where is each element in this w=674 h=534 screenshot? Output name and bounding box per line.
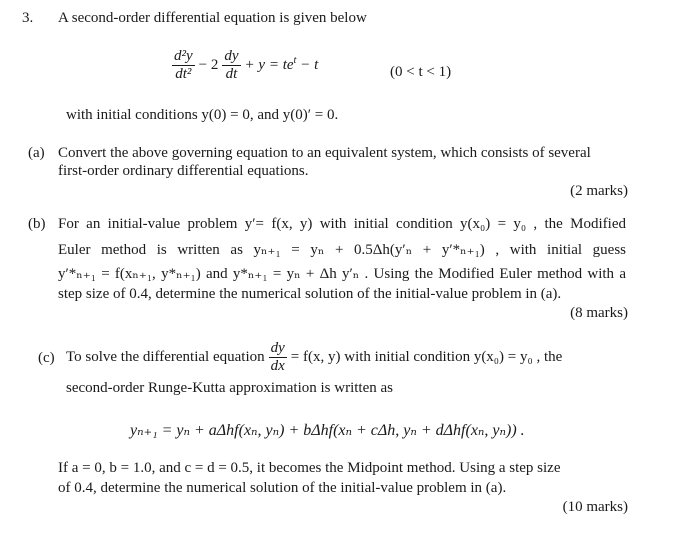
part-b-label: (b)	[28, 216, 46, 232]
part-c-line-3: If a = 0, b = 1.0, and c = d = 0.5, it becomes the Midpoint method. Using a step size	[58, 460, 561, 476]
part-c-line-1	[66, 340, 626, 375]
part-c-line-1-pre: To solve the differential equation	[66, 349, 265, 365]
part-a-line-1: Convert the above governing equation to an equivalent system, which consists of several	[58, 145, 591, 161]
main-equation	[172, 48, 318, 83]
initial-conditions: with initial conditions y(0) = 0, and y(0)′ = 0.	[66, 107, 339, 123]
part-c-line-1-post: = f(x, y) with initial condition y(x₀) = y₀ , the	[290, 349, 563, 365]
second-derivative-denominator: dt²	[175, 66, 192, 82]
part-a-marks: (2 marks)	[570, 183, 628, 199]
part-b-line-1: For an initial-value problem y′= f(x, y) with initial condition y(x₀) = y₀ , the Modified	[58, 216, 626, 232]
equation-rhs-body: + y = te	[244, 57, 294, 73]
part-b-line-4: step size of 0.4, determine the numerical solution of the initial-value problem in (a).	[58, 286, 562, 302]
part-b-line-3: y′*ₙ₊₁ = f(xₙ₊₁, y*ₙ₊₁) and y*ₙ₊₁ = yₙ + Δh y′ₙ . Using the Modified Euler method with a	[58, 266, 626, 282]
part-c-line-2: second-order Runge-Kutta approximation is written as	[66, 380, 393, 396]
runge-kutta-formula: yₙ₊₁ = yₙ + aΔhf(xₙ, yₙ) + bΔhf(xₙ + cΔh, yₙ + dΔhf(xₙ, yₙ)) .	[130, 422, 525, 439]
part-b-line-2: Euler method is written as yₙ₊₁ = yₙ + 0.5Δh(y′ₙ + y′*ₙ₊₁) , with initial guess	[58, 242, 626, 258]
first-derivative-denominator: dt	[225, 66, 238, 82]
part-b-marks: (8 marks)	[570, 305, 628, 321]
equation-rhs	[245, 57, 319, 74]
dy-dx-fraction	[269, 340, 287, 375]
first-derivative-numerator: dy	[224, 48, 239, 64]
equation-domain: (0 < t < 1)	[390, 64, 452, 80]
part-c-line-4: of 0.4, determine the numerical solution of the initial-value problem in (a).	[58, 480, 507, 496]
equation-coefficient: − 2	[198, 57, 219, 73]
second-derivative-numerator: d²y	[174, 48, 193, 64]
part-c-label: (c)	[38, 350, 55, 366]
dy-dx-denominator: dx	[270, 358, 285, 374]
equation-exponent: t	[293, 55, 297, 66]
question-intro: A second-order differential equation is given below	[58, 10, 367, 26]
equation-tail: − t	[300, 57, 319, 73]
first-derivative-fraction	[222, 48, 240, 83]
second-derivative-fraction	[172, 48, 195, 83]
question-number: 3.	[22, 10, 34, 26]
part-a-line-2: first-order ordinary differential equations.	[58, 163, 309, 179]
part-a-label: (a)	[28, 145, 45, 161]
dy-dx-numerator: dy	[270, 340, 285, 356]
part-c-marks: (10 marks)	[562, 499, 628, 515]
